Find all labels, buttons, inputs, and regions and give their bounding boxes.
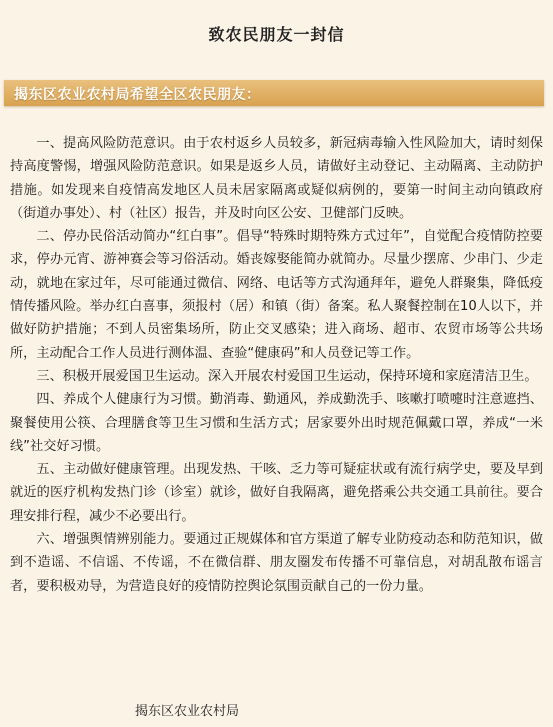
page-title: 致农民朋友一封信 bbox=[208, 25, 345, 44]
paragraph-1: 一、提高风险防范意识。由于农村返乡人员较多，新冠病毒输入性风险加大，请时刻保持高度警惕，增强风险防范意识。如果是返乡人员，请做好主动登记、主动隔离、主动防护措施。如发现来自疫情高发地区人员未居家隔离或疑似病例的，要第一时间主动向镇政府（街道办事处）、村（社区）报告，并及时向区公安、卫健部门反映。 bbox=[10, 136, 543, 221]
paragraph-2: 二、停办民俗活动简办“红白事”。倡导“特殊时期特殊方式过年”，自觉配合疫情防控要求，停办元宵、游神赛会等习俗活动。婚丧嫁娶能简办就简办。尽量少摆席、少串门、少走动，就地在家过年，尽可能通过微信、网络、电话等方式沟通拜年，避免人群聚集，降低疫情传播风险。举办红白喜事，须报村（居）和镇（街）备案。私人聚餐控制在10人以下，并做好防护措施；不到人员密集场所，防止交叉感染；进入商场、超市、农贸市场等公共场所，主动配合工作人员进行测体温、查验“健康码”和人员登记等工作。 bbox=[10, 229, 543, 361]
paragraph-4: 四、养成个人健康行为习惯。勤消毒、勤通风，养成勤洗手、咳嗽打喷嚏时注意遮挡、聚餐使用公筷、合理膳食等卫生习惯和生活方式；居家要外出时规范佩戴口罩，养成“一米线”社交好习惯。 bbox=[10, 392, 543, 454]
banner-text: 揭东区农业农村局希望全区农民朋友： bbox=[14, 87, 261, 103]
signature: 揭东区农业农村局 bbox=[135, 704, 240, 719]
letter-body bbox=[10, 132, 543, 598]
paragraph-5: 五、主动做好健康管理。出现发热、干咳、乏力等可疑症状或有流行病学史，要及早到就近的医疗机构发热门诊（诊室）就诊，做好自我隔离，避免搭乘公共交通工具前往。要合理安排行程，减少不必要出行。 bbox=[10, 462, 543, 524]
banner bbox=[4, 80, 544, 106]
paragraph-3: 三、积极开展爱国卫生运动。深入开展农村爱国卫生运动，保持环境和家庭清洁卫生。 bbox=[36, 368, 538, 384]
paragraph-6: 六、增强舆情辨别能力。要通过正规媒体和官方渠道了解专业防疫动态和防范知识，做到不造谣、不信谣、不传谣，不在微信群、朋友圈发布传播不可靠信息，对胡乱散布谣言者，要积极劝导，为营造良好的疫情防控舆论氛围贡献自己的一份力量。 bbox=[10, 532, 543, 594]
